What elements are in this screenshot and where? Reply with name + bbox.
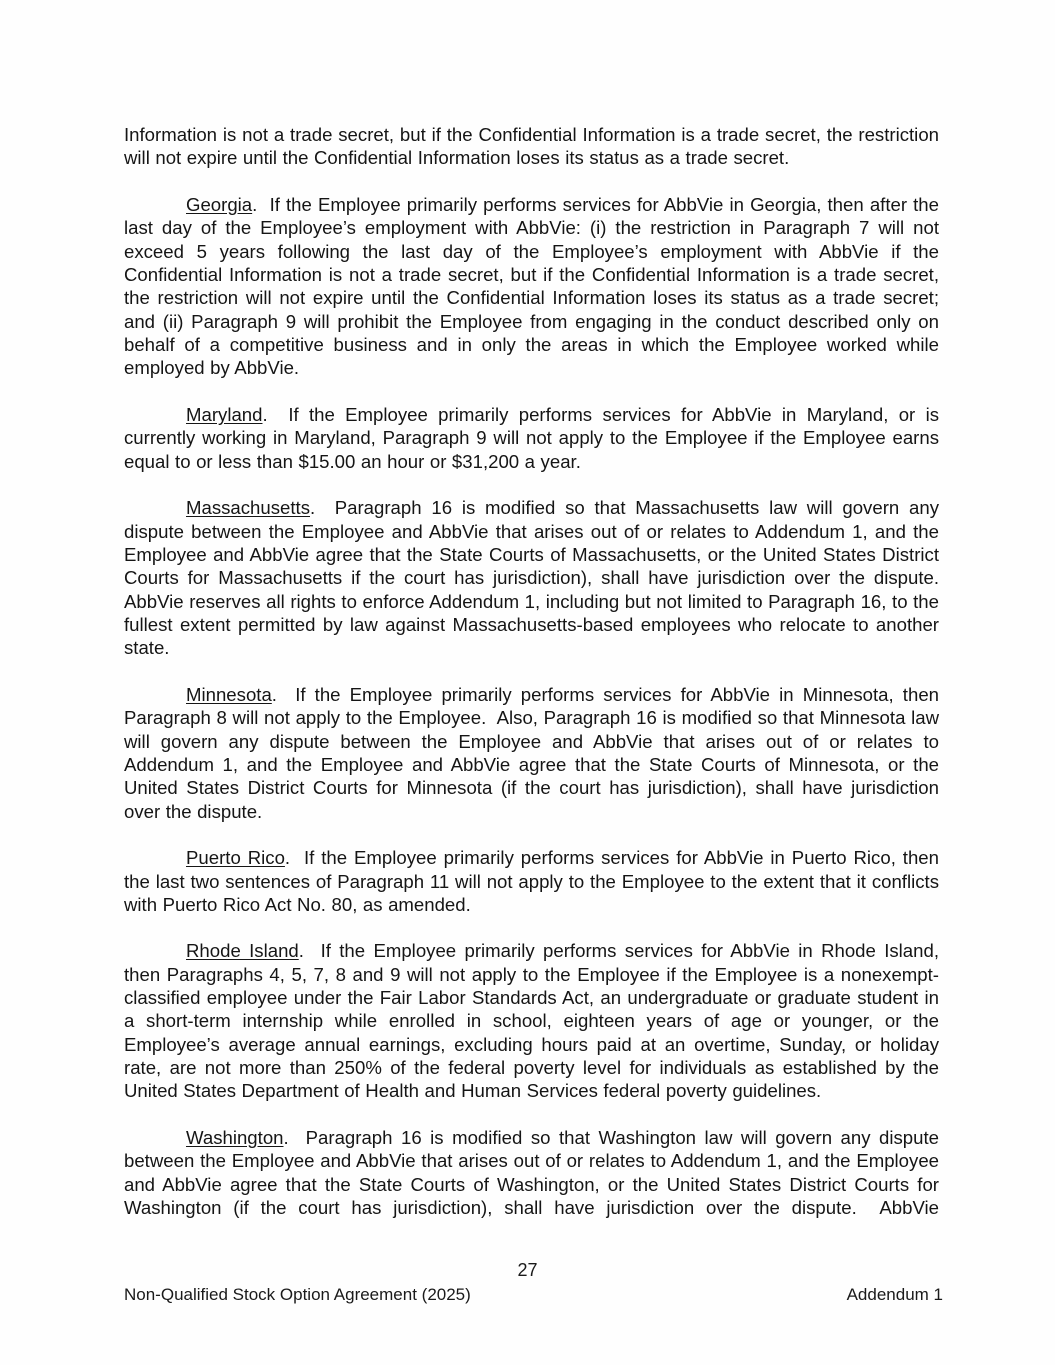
section-washington [124, 1126, 939, 1219]
state-name-underlined: Georgia [186, 193, 253, 215]
section-georgia [124, 193, 939, 380]
paragraph-text: . If the Employee primarily performs services for AbbVie in Puerto Rico, then the last two sentences of Paragraph 11 will not apply to the Employee to the extent that it conflicts with Puerto Rico Act No. 80, as amended. [124, 847, 939, 915]
footer-addendum-label: Addendum 1 [846, 1285, 943, 1304]
paragraph-text: . If the Employee primarily performs services for AbbVie in Minnesota, then Paragraph 8 will not apply to the Employee. Also, Paragraph 16 is modified so that Minnesota law will govern any dispute between the Employee and AbbVie that arises out of or relates to Addendum 1, and the Employee and AbbVie agree that the State Courts of Minnesota, or the United States District Courts for Minnesota (if the court has jurisdiction), shall have jurisdiction over the dispute. [124, 683, 939, 822]
footer-document-title: Non-Qualified Stock Option Agreement (2025) [124, 1285, 471, 1304]
section-puerto-rico [124, 846, 939, 916]
state-name-underlined: Maryland [186, 403, 263, 425]
page-number: 27 [517, 1260, 538, 1280]
paragraph-text: . If the Employee primarily performs services for AbbVie in Rhode Island, then Paragraphs 4, 5, 7, 8 and 9 will not apply to the Employee if the Employee is a nonexempt-classified employee under the Fair Labor Standards Act, an undergraduate or graduate student in a short-term internship while enrolled in school, eighteen years of age or younger, or the Employee’s average annual earnings, excluding hours paid at an overtime, Sunday, or holiday rate, are not more than 250% of the federal poverty level for individuals as established by the United States Department of Health and Human Services federal poverty guidelines. [124, 940, 939, 1102]
paragraph-text: . Paragraph 16 is modified so that Washington law will govern any dispute between the Employee and AbbVie that arises out of or relates to Addendum 1, and the Employee and AbbVie agree that the State Courts of Washington, or the United States District Courts for Washington (if the court has jurisdiction), shall have jurisdiction over the dispute. AbbVie [124, 1127, 939, 1219]
section-maryland [124, 403, 939, 473]
paragraph-text: . Paragraph 16 is modified so that Massachusetts law will govern any dispute between the Employee and AbbVie that arises out of or relates to Addendum 1, and the Employee and AbbVie agree that the State Courts of Massachusetts, or the United States District Courts for Massachusetts if the court has jurisdiction), shall have jurisdiction over the dispute. AbbVie reserves all rights to enforce Addendum 1, including but not limited to Paragraph 16, to the fullest extent permitted by law against Massachusetts-based employees who relocate to another state. [124, 497, 939, 659]
document-body [124, 123, 939, 1219]
paragraph-text: . If the Employee primarily performs services for AbbVie in Georgia, then after the last day of the Employee’s employment with AbbVie: (i) the restriction in Paragraph 7 will not exceed 5 years following the last day of the Employee’s employment with AbbVie if the Confidential Information is not a trade secret, but if the Confidential Information is a trade secret, the restriction will not expire until the Confidential Information loses its status as a trade secret; and (ii) Paragraph 9 will prohibit the Employee from engaging in the conduct described only on behalf of a competitive business and in only the areas in which the Employee worked while employed by AbbVie. [124, 193, 939, 379]
section-massachusetts [124, 496, 939, 659]
state-name-underlined: Puerto Rico [186, 847, 285, 869]
section-minnesota [124, 683, 939, 823]
paragraph-text: Information is not a trade secret, but if the Confidential Information is a trade secret, the restriction will not expire until the Confidential Information loses its status as a trade secret. [124, 124, 939, 169]
section-rhode-island [124, 939, 939, 1102]
page-footer [124, 1284, 943, 1306]
state-name-underlined: Washington [186, 1127, 284, 1149]
state-name-underlined: Rhode Island [186, 940, 299, 962]
state-name-underlined: Massachusetts [186, 497, 311, 519]
state-name-underlined: Minnesota [186, 683, 272, 705]
paragraph-text: . If the Employee primarily performs services for AbbVie in Maryland, or is currently working in Maryland, Paragraph 9 will not apply to the Employee if the Employee earns equal to or less than $15.00 an hour or $31,200 a year. [124, 403, 939, 472]
paragraph-continuation [124, 123, 939, 170]
